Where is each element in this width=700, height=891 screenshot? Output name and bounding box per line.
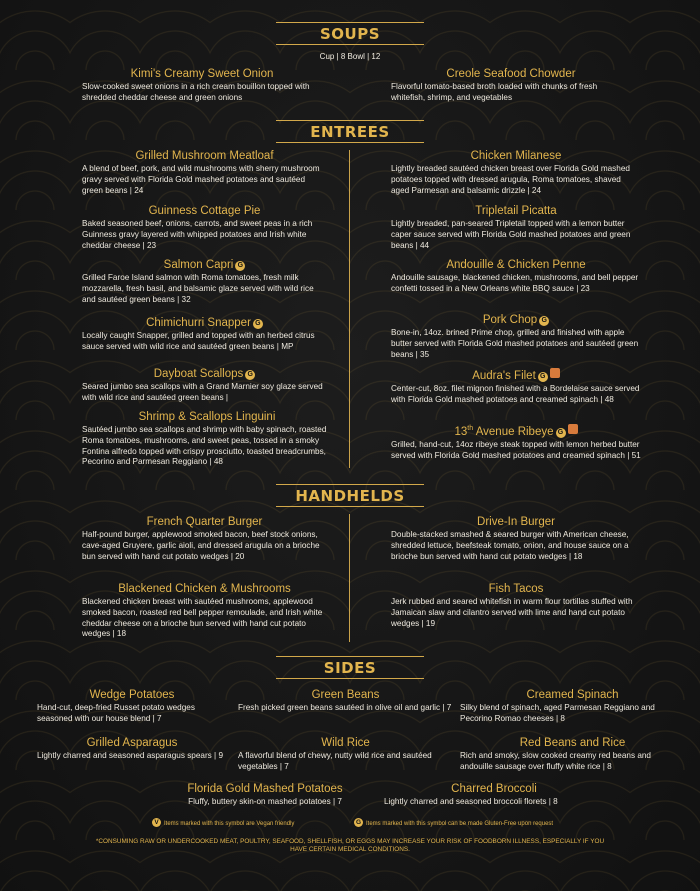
- item-desc: Locally caught Snapper, grilled and topped with an herbed citrus sauce served with wild rice and sautéed green beans | MP: [82, 331, 315, 351]
- menu-item-chicken-milanese: [391, 150, 641, 196]
- item-desc: Fluffy, buttery skin-on mashed potatoes | 7: [188, 797, 342, 806]
- menu-item-creole-chowder: [391, 68, 631, 104]
- gluten-free-icon: G: [253, 319, 263, 329]
- item-name-sup: th: [467, 425, 474, 432]
- item-name-row: [82, 368, 327, 381]
- menu-item-ribeye: [391, 422, 641, 461]
- menu-item-linguini: [82, 411, 332, 468]
- menu-item-cottage-pie: [82, 205, 327, 251]
- legend-gluten-free: [352, 818, 553, 827]
- item-desc: Lightly charred and seasoned asparagus spears | 9: [37, 751, 224, 760]
- item-desc: Half-pound burger, applewood smoked bacon, beef stock onions, cave-aged Gruyere, garlic aioli, and dressed arugula on a brioche bun served with hand cut potato wedges | 20: [82, 530, 320, 561]
- item-name: Guinness Cottage Pie: [148, 205, 261, 217]
- menu-item-blackened-chicken: [82, 583, 327, 640]
- gluten-free-icon: G: [245, 370, 255, 380]
- raw-warning-icon: [550, 368, 560, 378]
- item-desc: Andouille sausage, blackened chicken, mushrooms, and bell pepper confetti tossed in a New Orleans white BBQ sauce | 23: [391, 273, 639, 293]
- item-name-row: [391, 368, 641, 383]
- menu-item-andouille-penne: [391, 259, 641, 295]
- item-name: Chicken Milanese: [470, 150, 562, 162]
- gluten-free-icon: G: [235, 261, 245, 271]
- legend-vegan: [150, 818, 294, 827]
- menu-item-pork-chop: [391, 314, 641, 360]
- item-name-row: [391, 314, 641, 327]
- item-name: Creole Seafood Chowder: [446, 68, 576, 80]
- section-header-sides: SIDES: [276, 656, 424, 679]
- section-header-handhelds: HANDHELDS: [276, 484, 424, 507]
- menu-item-french-quarter-burger: [82, 516, 327, 562]
- item-desc: Silky blend of spinach, aged Parmesan Reggiano and Pecorino Romao cheeses | 8: [460, 703, 655, 723]
- item-name: Blackened Chicken & Mushrooms: [118, 583, 291, 595]
- item-name: Tripletail Picatta: [475, 205, 557, 217]
- item-name: Avenue Ribeye: [473, 425, 554, 438]
- item-desc: Slow-cooked sweet onions in a rich cream bouillon topped with shredded cheddar cheese and green onions: [82, 82, 310, 102]
- menu-item-scallops: [82, 368, 327, 404]
- item-desc: Flavorful tomato-based broth loaded with chunks of fresh whitefish, shrimp, and vegetables: [391, 82, 598, 102]
- section-header-entrees: ENTREES: [276, 120, 424, 143]
- side-mashed-potatoes: [160, 783, 370, 808]
- side-red-beans-rice: [460, 737, 685, 773]
- item-name: Salmon Capri: [163, 259, 234, 271]
- item-name: Dayboat Scallops: [153, 368, 244, 380]
- item-name: Wedge Potatoes: [89, 689, 175, 701]
- item-name: Grilled Mushroom Meatloaf: [135, 150, 274, 162]
- item-name: Wild Rice: [321, 737, 370, 749]
- menu-item-kimis-onion: [82, 68, 322, 104]
- side-wedge-potatoes: [37, 689, 227, 725]
- item-name: Creamed Spinach: [526, 689, 619, 701]
- item-name: Andouille & Chicken Penne: [446, 259, 586, 271]
- consumer-advisory: *CONSUMING RAW OR UNDERCOOKED MEAT, POULTRY, SEAFOOD, SHELLFISH, OR EGGS MAY INCREASE YOUR RISK OF FOODBORN ILLNESS, ESPECIALLY IF YOU HAVE CERTAIN MEDICAL CONDITIONS.: [95, 838, 605, 853]
- item-name: Florida Gold Mashed Potatoes: [187, 783, 343, 795]
- menu-item-tripletail: [391, 205, 641, 251]
- item-desc: Fresh picked green beans sautéed in olive oil and garlic | 7: [238, 703, 452, 712]
- legend-gf-text: Items marked with this symbol can be made Gluten-Free upon request: [366, 821, 554, 827]
- item-name: Kimi's Creamy Sweet Onion: [130, 68, 274, 80]
- item-desc: Jerk rubbed and seared whitefish in warm flour tortillas stuffed with Jamaican slaw and cilantro served with lime and hand cut potato wedges | 19: [391, 597, 633, 628]
- side-creamed-spinach: [460, 689, 685, 725]
- menu-item-drive-in-burger: [391, 516, 641, 562]
- item-desc: Seared jumbo sea scallops with a Grand Marnier soy glaze served with wild rice and sautéed green beans |: [82, 382, 323, 402]
- item-name: Audra's Filet: [472, 370, 536, 382]
- item-desc: Double-stacked smashed & seared burger with American cheese, shredded lettuce, beefsteak tomato, onion, and house sauce on a brioche bun served with hand cut potato wedges | 18: [391, 530, 629, 561]
- item-desc: Lightly breaded, pan-seared Tripletail topped with a lemon butter caper sauce served with Florida Gold mashed potatoes and green beans | 44: [391, 219, 631, 250]
- raw-warning-icon: [568, 424, 578, 434]
- menu-item-fish-tacos: [391, 583, 641, 629]
- side-grilled-asparagus: [37, 737, 227, 762]
- item-name-number: 13: [454, 425, 468, 438]
- item-desc: Center-cut, 8oz. filet mignon finished with a Bordelaise sauce served with Florida Gold mashed potatoes and creamed spinach | 48: [391, 384, 640, 404]
- column-divider: [349, 514, 350, 642]
- side-green-beans: [238, 689, 453, 714]
- item-name-row: [82, 317, 327, 330]
- soup-prices: Cup | 8 Bowl | 12: [319, 52, 381, 61]
- item-name: Drive-In Burger: [477, 516, 555, 528]
- item-desc: Grilled Faroe Island salmon with Roma tomatoes, fresh milk mozzarella, fresh basil, and balsamic glaze served with wild rice and sautéed green beans | 32: [82, 273, 314, 304]
- menu-item-audras-filet: [391, 368, 641, 406]
- item-name: Pork Chop: [482, 314, 538, 326]
- side-charred-broccoli: [384, 783, 604, 808]
- item-desc: Blackened chicken breast with sautéed mushrooms, applewood smoked bacon, roasted red bell pepper remoulade, and Irish white cheddar cheese on a brioche bun served with hand cut potato wedges | 18: [82, 597, 323, 639]
- item-desc: Grilled, hand-cut, 14oz ribeye steak topped with lemon herbed butter served with Florida Gold mashed potatoes and creamed spinach | 51: [391, 439, 641, 460]
- item-desc: Rich and smoky, slow cooked creamy red beans and andouille sausage over fluffy white rice | 8: [460, 751, 651, 771]
- item-desc: Lightly breaded sautéed chicken breast over Florida Gold mashed potatoes topped with dressed arugula, Roma tomatoes, shaved aged Parmesan and balsamic drizzle | 24: [391, 164, 630, 195]
- item-desc: Baked seasoned beef, onions, carrots, and sweet peas in a rich Guinness gravy layered with whipped potatoes and Irish white cheddar cheese | 23: [82, 219, 313, 250]
- gluten-free-icon: G: [556, 428, 566, 438]
- gluten-free-icon: G: [355, 819, 362, 826]
- menu-item-meatloaf: [82, 150, 327, 196]
- item-name: French Quarter Burger: [146, 516, 263, 528]
- item-name: Green Beans: [311, 689, 380, 701]
- item-desc: Hand-cut, deep-fried Russet potato wedges seasoned with our house blend | 7: [37, 703, 195, 723]
- item-desc: A flavorful blend of chewy, nutty wild rice and sautéed vegetables | 7: [238, 751, 432, 771]
- item-name-row: [82, 259, 327, 272]
- legend-vegan-text: Items marked with this symbol are Vegan friendly: [164, 821, 295, 827]
- column-divider: [349, 150, 350, 468]
- item-desc: Sautéed jumbo sea scallops and shrimp with baby spinach, roasted Roma tomatoes, mushrooms, and sweet peas, tossed in a smoky Fontina alfredo topped with crispy prosciutto, toasted breadcrumbs, Pecorino and Parmesan Reggiano | 48: [82, 425, 327, 467]
- item-desc: A blend of beef, pork, and wild mushrooms with sherry mushroom gravy served with Florida Gold mashed potatoes and sautéed green beans | 24: [82, 164, 320, 195]
- item-name: Charred Broccoli: [451, 783, 537, 795]
- item-name: Chimichurri Snapper: [146, 317, 251, 329]
- menu-item-snapper: [82, 317, 327, 353]
- item-name: Grilled Asparagus: [86, 737, 178, 749]
- item-name: Fish Tacos: [488, 583, 544, 595]
- item-name-row: [391, 422, 641, 439]
- menu-item-salmon-capri: [82, 259, 327, 305]
- item-desc: Bone-in, 14oz. brined Prime chop, grilled and finished with apple butter served with Florida Gold mashed potatoes and sautéed green beans | 35: [391, 328, 639, 359]
- gluten-free-icon: G: [539, 316, 549, 326]
- item-name: Shrimp & Scallops Linguini: [138, 411, 276, 423]
- item-desc: Lightly charred and seasoned broccoli florets | 8: [384, 797, 558, 806]
- side-wild-rice: [238, 737, 453, 773]
- gluten-free-icon: G: [538, 372, 548, 382]
- section-header-soups: SOUPS: [276, 22, 424, 45]
- item-name: Red Beans and Rice: [519, 737, 626, 749]
- vegan-icon: V: [152, 818, 161, 827]
